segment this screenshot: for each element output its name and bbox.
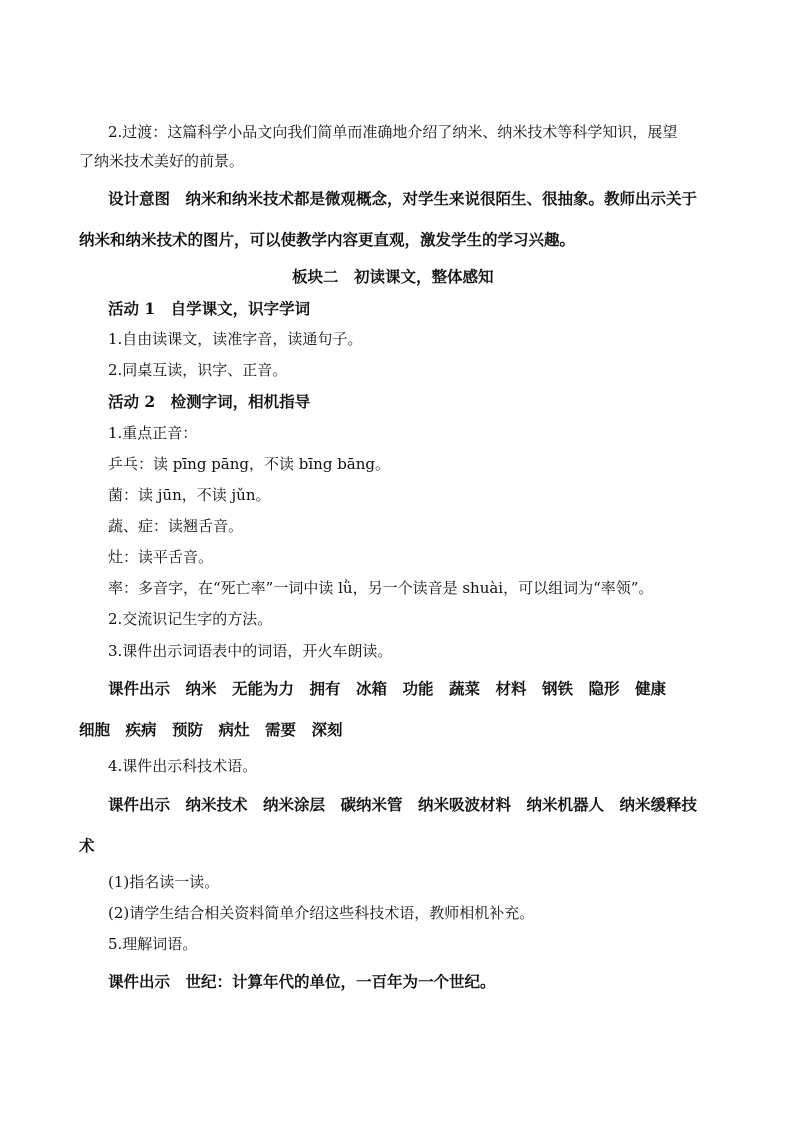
pronunciation-shu-zheng: 蔬、症：读翘舌音。 bbox=[108, 517, 244, 535]
courseware-word-list-line-2: 细胞 疾病 预防 病灶 需要 深刻 bbox=[79, 720, 343, 739]
step-1-free-reading: 1.自由读课文，读准字音，读通句子。 bbox=[108, 330, 363, 348]
paragraph-transition-line-2: 了纳米技术美好的前景。 bbox=[79, 152, 245, 170]
pronunciation-pingpang: 乒乓：读 pīng pāng，不读 bīng bāng。 bbox=[108, 455, 391, 473]
pronunciation-heading: 1.重点正音： bbox=[108, 424, 198, 442]
step-2-peer-reading: 2.同桌互读，识字、正音。 bbox=[108, 361, 288, 379]
courseware-word-list-line-1: 课件出示 纳米 无能为力 拥有 冰箱 功能 蔬菜 材料 钢铁 隐形 健康 bbox=[108, 679, 667, 698]
step-2-memorize-methods: 2.交流识记生字的方法。 bbox=[108, 610, 273, 628]
section-heading-block-two: 板块二 初读课文，整体感知 bbox=[292, 267, 494, 286]
courseware-tech-terms-line-2: 术 bbox=[79, 836, 95, 855]
paragraph-transition-line-1: 2.过渡：这篇科学小品文向我们简单而准确地介绍了纳米、纳米技术等科学知识，展望 bbox=[108, 123, 678, 141]
pronunciation-zao: 灶：读平舌音。 bbox=[108, 548, 214, 566]
courseware-tech-terms-line-1: 课件出示 纳米技术 纳米涂层 碳纳米管 纳米吸波材料 纳米机器人 纳米缓释技 bbox=[108, 795, 698, 814]
design-intent-line-1: 设计意图 纳米和纳米技术都是微观概念，对学生来说很陌生、很抽象。教师出示关于 bbox=[108, 189, 698, 208]
step-5-understand-words: 5.理解词语。 bbox=[108, 935, 198, 953]
step-4-tech-terms: 4.课件出示科技术语。 bbox=[108, 757, 258, 775]
courseware-century-definition: 课件出示 世纪：计算年代的单位，一百年为一个世纪。 bbox=[108, 972, 496, 991]
substep-2-introduce-terms: (2)请学生结合相关资料简单介绍这些科技术语，教师相机补充。 bbox=[108, 904, 535, 922]
pronunciation-lv-shuai: 率：多音字，在“死亡率”一词中读 lǜ，另一个读音是 shuài，可以组词为“率领”。 bbox=[108, 579, 654, 597]
activity-1-heading: 活动 1 自学课文，识字学词 bbox=[108, 299, 311, 318]
activity-2-heading: 活动 2 检测字词，相机指导 bbox=[108, 392, 311, 411]
design-intent-line-2: 纳米和纳米技术的图片，可以使教学内容更直观，激发学生的学习兴趣。 bbox=[79, 230, 576, 249]
pronunciation-jun: 菌：读 jūn，不读 jǔn。 bbox=[108, 486, 271, 504]
substep-1-read-aloud: (1)指名读一读。 bbox=[108, 873, 220, 891]
step-3-word-list-reading: 3.课件出示词语表中的词语，开火车朗读。 bbox=[108, 642, 393, 660]
